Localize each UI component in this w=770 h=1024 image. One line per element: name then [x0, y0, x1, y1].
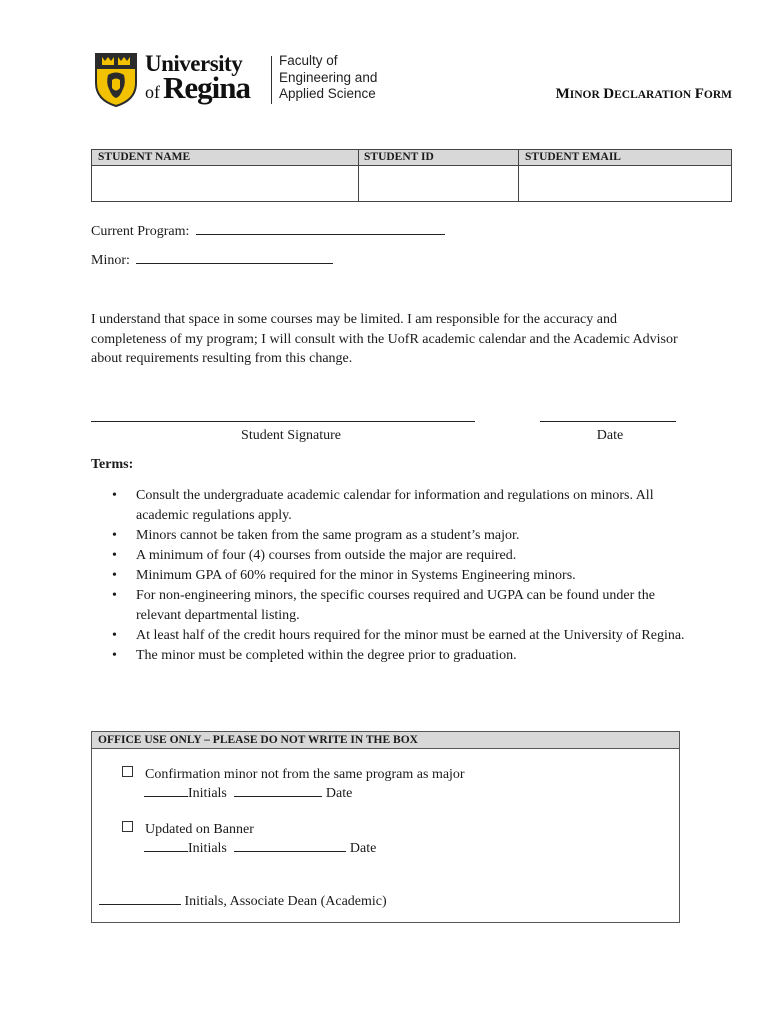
title-initial: D [603, 86, 615, 102]
terms-item [112, 626, 692, 646]
title-initial: F [694, 86, 704, 102]
date-label: Date [349, 841, 377, 856]
terms-item [112, 546, 692, 566]
dean-initials-row [99, 892, 387, 911]
title-rest: INOR [569, 89, 600, 101]
terms-item-text: The minor must be completed within the degree prior to graduation. [136, 648, 517, 663]
confirmation-row [122, 766, 465, 784]
minor-field[interactable] [136, 251, 333, 264]
bullet-icon: • [112, 628, 117, 643]
confirmation-date-field[interactable] [234, 784, 322, 797]
confirmation-initials-field[interactable] [144, 784, 188, 797]
faculty-line: Faculty of [279, 53, 338, 68]
office-use-box [91, 731, 680, 923]
responsibility-statement: I understand that space in some courses may be limited. I am responsible for the accuracy and completeness of my program; I will consult with the UofR academic calendar and the Academic Advisor about requirements resulting from this change. [91, 312, 678, 366]
banner-date-field[interactable] [234, 839, 346, 852]
signature-date-label: Date [596, 428, 624, 443]
logo-divider [271, 56, 272, 104]
column-divider [358, 150, 359, 201]
faculty-line: Applied Science [279, 86, 376, 101]
bullet-icon: • [112, 528, 117, 543]
logo-wordmark-of: of [145, 82, 160, 102]
student-id-field[interactable] [360, 166, 517, 201]
signature-date-field[interactable] [540, 421, 676, 422]
student-info-table [91, 149, 732, 202]
terms-item [112, 646, 692, 666]
form-title [556, 86, 732, 103]
initials-label: Initials [188, 786, 227, 801]
banner-label: Updated on Banner [145, 822, 254, 837]
banner-checkbox[interactable] [122, 821, 133, 832]
terms-item-text: Minimum GPA of 60% required for the minor in Systems Engineering minors. [136, 568, 576, 583]
title-initial: M [555, 86, 570, 102]
terms-item [112, 526, 692, 546]
logo-wordmark-university: University [145, 51, 243, 76]
bullet-icon: • [112, 548, 117, 563]
dean-initials-label: Initials, Associate Dean (Academic) [184, 894, 387, 909]
student-name-header: STUDENT NAME [98, 151, 191, 163]
current-program-label: Current Program: [91, 224, 190, 239]
initials-label: Initials [188, 841, 227, 856]
student-email-header: STUDENT EMAIL [525, 151, 621, 163]
current-program-field[interactable] [196, 222, 445, 235]
bullet-icon: • [112, 488, 117, 503]
banner-initials-row [144, 839, 376, 858]
office-use-heading: OFFICE USE ONLY – PLEASE DO NOT WRITE IN THE BOX [92, 732, 679, 749]
current-program-row [91, 222, 445, 241]
minor-row [91, 251, 333, 270]
student-name-field[interactable] [93, 166, 357, 201]
confirmation-label: Confirmation minor not from the same program as major [145, 767, 465, 782]
minor-label: Minor: [91, 253, 130, 268]
terms-item [112, 586, 692, 626]
terms-item-text: Consult the undergraduate academic calendar for information and regulations on minors. All academic regulations apply. [136, 488, 654, 523]
terms-item-text: Minors cannot be taken from the same program as a student’s major. [136, 528, 520, 543]
terms-item [112, 566, 692, 586]
dean-initials-field[interactable] [99, 892, 181, 905]
student-email-field[interactable] [520, 166, 730, 201]
faculty-name [279, 53, 377, 103]
student-id-header: STUDENT ID [364, 151, 434, 163]
student-info-header-row [92, 150, 731, 166]
logo-wordmark-regina: Regina [163, 70, 250, 105]
terms-item-text: At least half of the credit hours required for the minor must be earned at the University of Regina. [136, 628, 685, 643]
university-shield-logo [95, 53, 137, 107]
terms-item-text: For non-engineering minors, the specific courses required and UGPA can be found under the relevant departmental listing. [136, 588, 655, 623]
date-label: Date [325, 786, 353, 801]
bullet-icon: • [112, 648, 117, 663]
student-signature-field[interactable] [91, 421, 475, 422]
confirmation-checkbox[interactable] [122, 766, 133, 777]
terms-heading: Terms: [91, 457, 134, 472]
title-rest: ECLARATION [614, 89, 692, 101]
terms-item-text: A minimum of four (4) courses from outside the major are required. [136, 548, 517, 563]
banner-row [122, 821, 254, 839]
title-rest: ORM [703, 89, 732, 101]
terms-item [112, 486, 692, 526]
column-divider [518, 150, 519, 201]
banner-initials-field[interactable] [144, 839, 188, 852]
terms-list [112, 486, 692, 666]
bullet-icon: • [112, 568, 117, 583]
bullet-icon: • [112, 588, 117, 603]
faculty-line: Engineering and [279, 69, 378, 85]
student-signature-label: Student Signature [241, 428, 341, 443]
confirmation-initials-row [144, 784, 352, 803]
